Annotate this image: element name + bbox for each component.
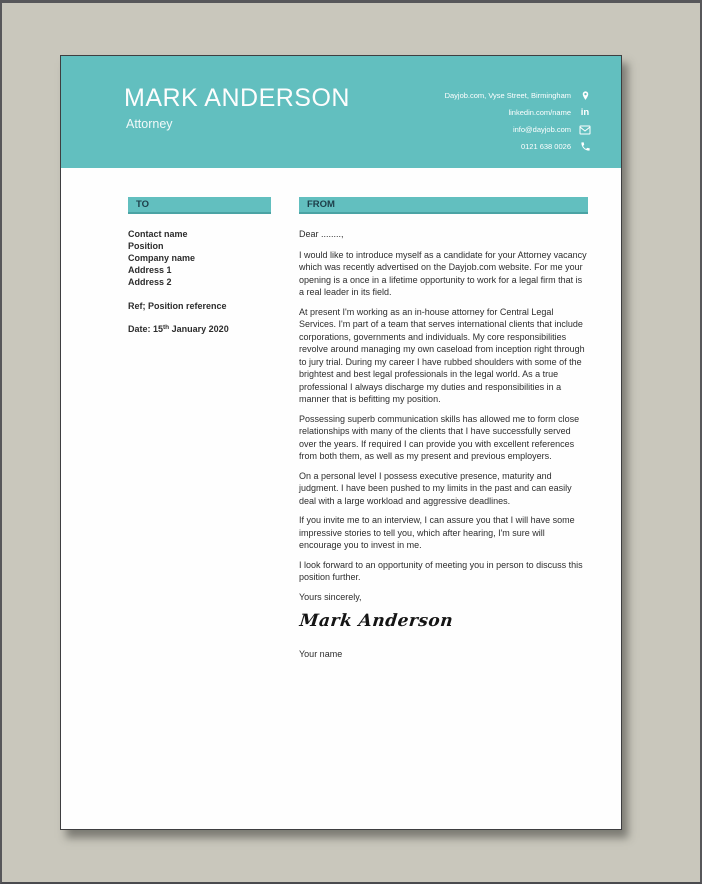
paragraph-personal: On a personal level I possess executive presence, maturity and judgment. I have been pushed to my limits in the past and can easily deal with a large workload and aggressive deadlines. bbox=[299, 470, 572, 506]
contact-details bbox=[445, 87, 591, 155]
contact-row-email bbox=[445, 121, 591, 138]
letter-date-prefix: Date: 15 bbox=[128, 324, 164, 334]
linkedin-glyph: in bbox=[580, 106, 590, 118]
location-pin-icon bbox=[579, 90, 591, 102]
paragraph-communication: Possessing superb communication skills has allowed me to form close relationships with many of the clients that I have successfully served over the years. If required I can provide you with excellent references from both them, as well as my present and previous employers. bbox=[299, 413, 580, 461]
signature-name-placeholder: Your name bbox=[299, 648, 343, 659]
contact-row-phone bbox=[445, 138, 591, 155]
recipient-position: Position bbox=[128, 241, 164, 251]
recipient-company-name: Company name bbox=[128, 253, 196, 263]
position-reference: Ref; Position reference bbox=[128, 301, 227, 311]
letter-date-ordinal: th bbox=[163, 324, 170, 331]
recipient-block bbox=[128, 228, 288, 337]
letter-date bbox=[128, 323, 288, 337]
from-section-label: FROM bbox=[307, 199, 335, 210]
letter-date-suffix: January 2020 bbox=[169, 324, 229, 334]
recipient-address-2: Address 2 bbox=[128, 277, 172, 287]
from-section-bar bbox=[299, 197, 588, 214]
contact-phone-text: 0121 638 0026 bbox=[520, 142, 571, 151]
contact-row-linkedin bbox=[445, 104, 591, 121]
envelope-icon bbox=[579, 124, 591, 136]
phone-icon bbox=[579, 141, 591, 153]
paragraph-look-forward: I look forward to an opportunity of meeting you in person to discuss this position further. bbox=[299, 559, 583, 582]
linkedin-icon bbox=[579, 107, 591, 119]
signature-script: Mark Anderson bbox=[298, 611, 455, 631]
contact-row-address bbox=[445, 87, 591, 104]
letter-body bbox=[299, 228, 589, 660]
recipient-contact-name: Contact name bbox=[128, 229, 188, 239]
applicant-role: Attorney bbox=[126, 117, 173, 131]
letter-header bbox=[61, 56, 621, 168]
closing-salutation: Yours sincerely, bbox=[299, 591, 362, 602]
cover-letter-page bbox=[60, 55, 622, 830]
contact-address-text: Dayjob.com, Vyse Street, Birmingham bbox=[444, 91, 571, 100]
paragraph-intro: I would like to introduce myself as a candidate for your Attorney vacancy which was recently advertised on the Dayjob.com website. For me your opening is a once in a lifetime opportunity to work for a legal firm that is a real leader in its field. bbox=[299, 249, 587, 297]
to-section-label: TO bbox=[136, 199, 150, 210]
paragraph-interview: If you invite me to an interview, I can assure you that I will have some impressive stories to tell you, which after hearing, I'm sure will encourage you to invest in me. bbox=[299, 515, 575, 550]
paragraph-current-role: At present I'm working as an in-house attorney for Central Legal Services. I'm part of a team that serves international clients that include corporations, governments and individuals. My core responsibilities revolve around managing my own caseload from inception right through to jury trial. During my career I have rubbed shoulders with some of the brightest and best legal professionals in the legal world. As a true professional I always discharge my duties and responsibilities in a manner that is befitting my position. bbox=[299, 306, 585, 404]
greeting: Dear ........, bbox=[299, 229, 344, 239]
contact-email-text: info@dayjob.com bbox=[512, 125, 571, 134]
applicant-name: MARK ANDERSON bbox=[124, 84, 350, 112]
contact-linkedin-text: linkedin.com/name bbox=[508, 108, 571, 117]
to-section-bar bbox=[128, 197, 271, 214]
recipient-address-1: Address 1 bbox=[128, 265, 172, 275]
